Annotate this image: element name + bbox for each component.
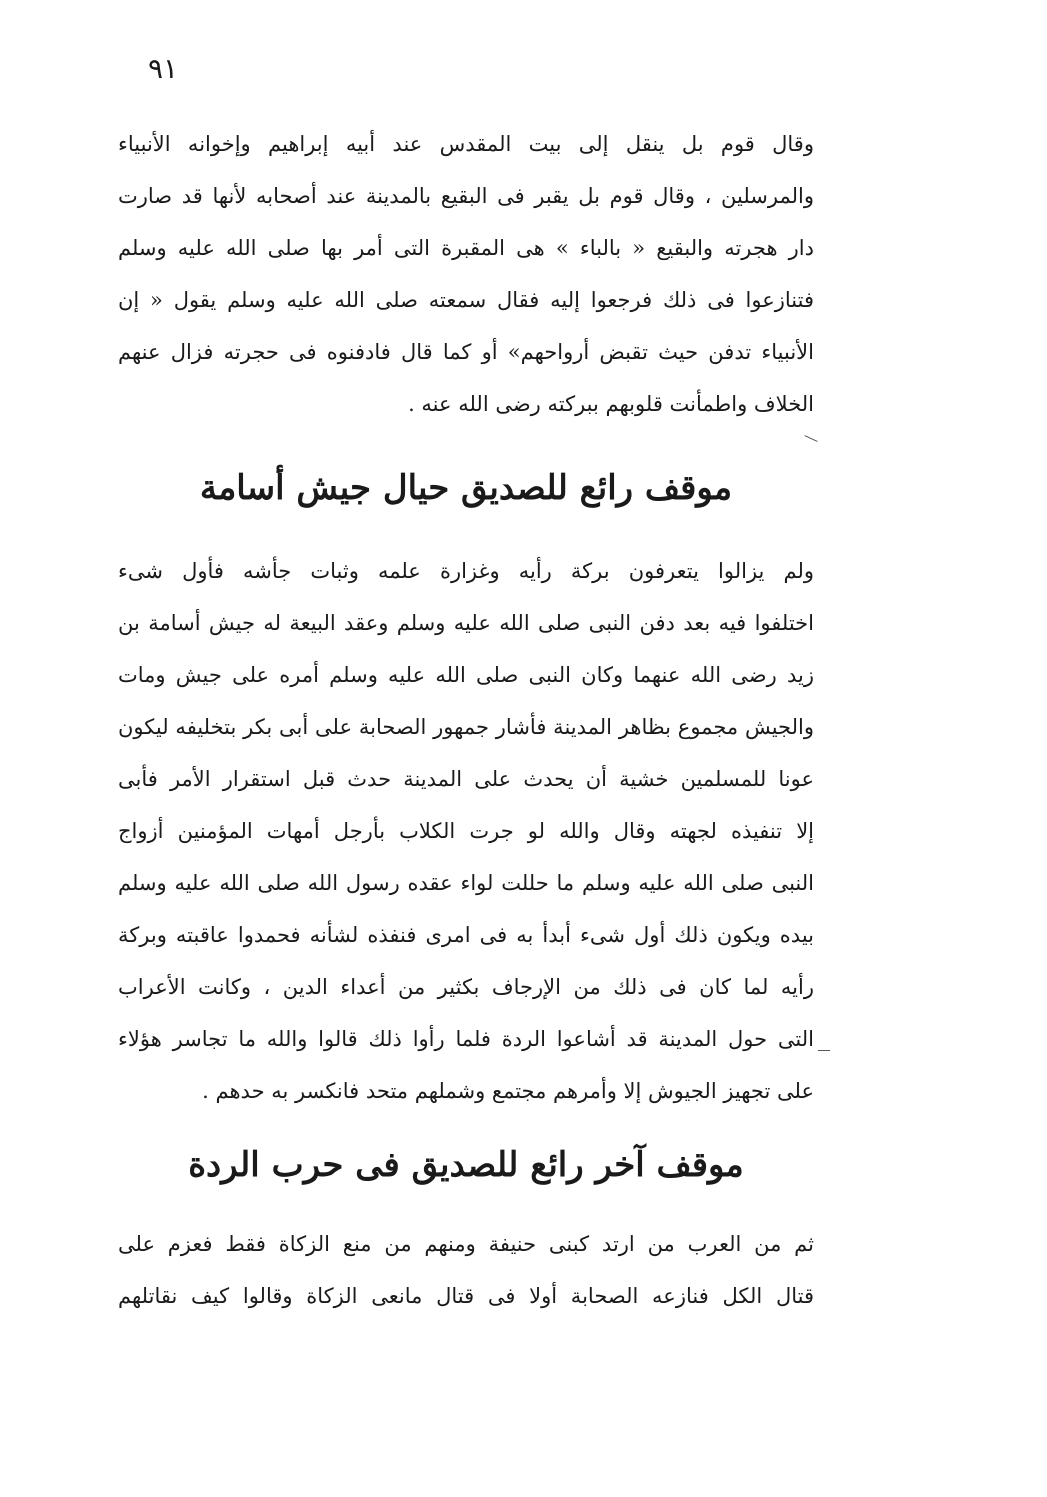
- text-line: على تجهيز الجيوش إلا وأمرهم مجتمع وشملهم متحد فانكسر به حدهم .: [202, 1079, 814, 1103]
- text-line: الخلاف واطمأنت قلوبهم ببركته رضى الله عنه .: [408, 392, 814, 416]
- paragraph-usama-army: [118, 545, 814, 1117]
- text-line: الأنبياء تدفن حيث تقبض أرواحهم» أو كما قال فادفنوه فى حجرته فزال عنهم: [118, 340, 814, 364]
- text-line: بيده ويكون ذلك أول شىء أبدأ به فى امرى فنفذه لشأنه فحمدوا عاقبته وبركة: [118, 923, 814, 947]
- text-line: النبى صلى الله عليه وسلم ما حللت لواء عقده رسول الله صلى الله عليه وسلم: [118, 871, 814, 895]
- text-line: دار هجرته والبقيع « بالباء » هى المقبرة التى أمر بها صلى الله عليه وسلم: [118, 236, 814, 260]
- text-line: ولم يزالوا يتعرفون بركة رأيه وغزارة علمه وثبات جأشه فأول شىء: [118, 559, 814, 583]
- margin-mark: [804, 435, 817, 442]
- paragraph-burial-dispute: [118, 118, 814, 430]
- text-line: زيد رضى الله عنهما وكان النبى صلى الله عليه وسلم أمره على جيش ومات: [118, 663, 814, 687]
- section-heading-ridda-war: موقف آخر رائع للصديق فى حرب الردة: [188, 1145, 744, 1185]
- text-line: والمرسلين ، وقال قوم بل يقبر فى البقيع بالمدينة عند أصحابه لأنها قد صارت: [118, 184, 814, 208]
- text-line: اختلفوا فيه بعد دفن النبى صلى الله عليه وسلم وعقد البيعة له جيش أسامة بن: [118, 611, 814, 635]
- section-heading-usama-army: موقف رائع للصديق حيال جيش أسامة: [199, 468, 733, 508]
- page-number: ٩١: [148, 52, 179, 85]
- text-line: ثم من العرب من ارتد كبنى حنيفة ومنهم من منع الزكاة فقط فعزم على: [118, 1232, 814, 1256]
- text-line: والجيش مجموع بظاهر المدينة فأشار جمهور الصحابة على أبى بكر بتخليفه ليكون: [118, 715, 814, 739]
- paragraph-ridda-war: [118, 1218, 814, 1322]
- text-line: رأيه لما كان فى ذلك من الإرجاف بكثير من أعداء الدين ، وكانت الأعراب: [118, 975, 814, 999]
- text-line: إلا تنفيذه لجهته وقال والله لو جرت الكلاب بأرجل أمهات المؤمنين أزواج: [118, 819, 814, 843]
- text-line: قتال الكل فنازعه الصحابة أولا فى قتال مانعى الزكاة وقالوا كيف نقاتلهم: [118, 1284, 814, 1308]
- text-line: فتنازعوا فى ذلك فرجعوا إليه فقال سمعته صلى الله عليه وسلم يقول « إن: [118, 288, 814, 312]
- margin-mark: [818, 1050, 830, 1051]
- text-line: وقال قوم بل ينقل إلى بيت المقدس عند أبيه إبراهيم وإخوانه الأنبياء: [118, 132, 814, 156]
- text-line: التى حول المدينة قد أشاعوا الردة فلما رأوا ذلك قالوا والله ما تجاسر هؤلاء: [118, 1027, 814, 1051]
- text-line: عونا للمسلمين خشية أن يحدث على المدينة حدث قبل استقرار الأمر فأبى: [118, 767, 814, 791]
